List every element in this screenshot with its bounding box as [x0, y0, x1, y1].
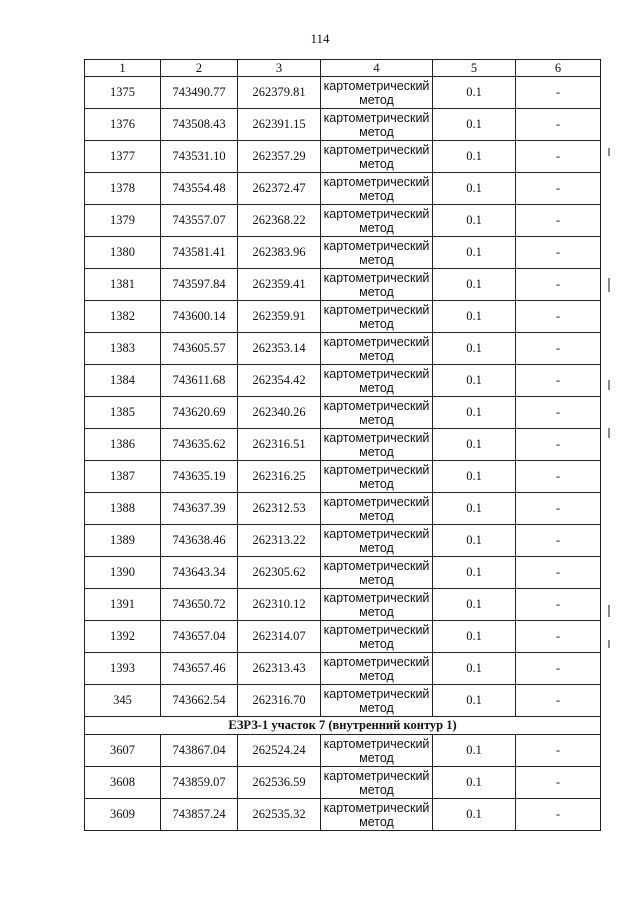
x-coordinate-cell: 743554.48 [161, 173, 238, 205]
y-coordinate-cell: 262368.22 [238, 205, 321, 237]
point-number-cell: 1380 [85, 237, 161, 269]
table-row [85, 269, 601, 301]
y-coordinate-cell: 262313.22 [238, 525, 321, 557]
accuracy-cell: 0.1 [433, 685, 516, 717]
y-coordinate-cell: 262316.25 [238, 461, 321, 493]
scan-artifact [608, 640, 610, 648]
y-coordinate-cell: 262316.70 [238, 685, 321, 717]
point-number-cell: 1376 [85, 109, 161, 141]
method-cell: картометрический метод [321, 525, 433, 557]
note-cell: - [516, 557, 601, 589]
accuracy-cell: 0.1 [433, 557, 516, 589]
table-row [85, 799, 601, 831]
accuracy-cell: 0.1 [433, 301, 516, 333]
scan-artifact [608, 428, 610, 438]
table-row [85, 653, 601, 685]
point-number-cell: 1382 [85, 301, 161, 333]
x-coordinate-cell: 743605.57 [161, 333, 238, 365]
accuracy-cell: 0.1 [433, 525, 516, 557]
x-coordinate-cell: 743867.04 [161, 735, 238, 767]
x-coordinate-cell: 743657.46 [161, 653, 238, 685]
table-row [85, 525, 601, 557]
point-number-cell: 1392 [85, 621, 161, 653]
section-row [85, 717, 601, 735]
x-coordinate-cell: 743650.72 [161, 589, 238, 621]
scan-artifact [608, 380, 610, 390]
point-number-cell: 1377 [85, 141, 161, 173]
table-row [85, 205, 601, 237]
point-number-cell: 1381 [85, 269, 161, 301]
scan-artifact [608, 148, 610, 156]
note-cell: - [516, 429, 601, 461]
method-cell: картометрический метод [321, 799, 433, 831]
note-cell: - [516, 205, 601, 237]
point-number-cell: 1379 [85, 205, 161, 237]
header-cell: 6 [516, 60, 601, 77]
y-coordinate-cell: 262340.26 [238, 397, 321, 429]
table-row [85, 173, 601, 205]
point-number-cell: 1391 [85, 589, 161, 621]
accuracy-cell: 0.1 [433, 767, 516, 799]
method-cell: картометрический метод [321, 109, 433, 141]
note-cell: - [516, 525, 601, 557]
method-cell: картометрический метод [321, 685, 433, 717]
table-row [85, 109, 601, 141]
x-coordinate-cell: 743597.84 [161, 269, 238, 301]
accuracy-cell: 0.1 [433, 205, 516, 237]
method-cell: картометрический метод [321, 77, 433, 109]
section-title: ЕЗРЗ-1 участок 7 (внутренний контур 1) [85, 717, 601, 735]
method-cell: картометрический метод [321, 735, 433, 767]
y-coordinate-cell: 262357.29 [238, 141, 321, 173]
x-coordinate-cell: 743508.43 [161, 109, 238, 141]
x-coordinate-cell: 743657.04 [161, 621, 238, 653]
method-cell: картометрический метод [321, 365, 433, 397]
y-coordinate-cell: 262310.12 [238, 589, 321, 621]
y-coordinate-cell: 262524.24 [238, 735, 321, 767]
table-row [85, 77, 601, 109]
method-cell: картометрический метод [321, 397, 433, 429]
table-row [85, 557, 601, 589]
page-number: 114 [310, 31, 330, 46]
note-cell: - [516, 461, 601, 493]
x-coordinate-cell: 743620.69 [161, 397, 238, 429]
header-cell: 2 [161, 60, 238, 77]
table-row [85, 429, 601, 461]
note-cell: - [516, 735, 601, 767]
y-coordinate-cell: 262536.59 [238, 767, 321, 799]
table-row [85, 141, 601, 173]
header-cell: 3 [238, 60, 321, 77]
note-cell: - [516, 109, 601, 141]
scan-artifact [608, 278, 610, 292]
note-cell: - [516, 141, 601, 173]
accuracy-cell: 0.1 [433, 237, 516, 269]
table-row [85, 735, 601, 767]
x-coordinate-cell: 743643.34 [161, 557, 238, 589]
header-cell: 5 [433, 60, 516, 77]
accuracy-cell: 0.1 [433, 141, 516, 173]
x-coordinate-cell: 743600.14 [161, 301, 238, 333]
y-coordinate-cell: 262372.47 [238, 173, 321, 205]
y-coordinate-cell: 262313.43 [238, 653, 321, 685]
note-cell: - [516, 589, 601, 621]
accuracy-cell: 0.1 [433, 269, 516, 301]
y-coordinate-cell: 262312.53 [238, 493, 321, 525]
table-row [85, 589, 601, 621]
x-coordinate-cell: 743611.68 [161, 365, 238, 397]
y-coordinate-cell: 262359.91 [238, 301, 321, 333]
accuracy-cell: 0.1 [433, 461, 516, 493]
y-coordinate-cell: 262353.14 [238, 333, 321, 365]
accuracy-cell: 0.1 [433, 621, 516, 653]
x-coordinate-cell: 743859.07 [161, 767, 238, 799]
y-coordinate-cell: 262354.42 [238, 365, 321, 397]
point-number-cell: 1385 [85, 397, 161, 429]
table-row [85, 237, 601, 269]
note-cell: - [516, 653, 601, 685]
accuracy-cell: 0.1 [433, 333, 516, 365]
coordinates-table-body [85, 60, 601, 831]
table-row [85, 493, 601, 525]
method-cell: картометрический метод [321, 205, 433, 237]
accuracy-cell: 0.1 [433, 109, 516, 141]
note-cell: - [516, 269, 601, 301]
point-number-cell: 1378 [85, 173, 161, 205]
x-coordinate-cell: 743638.46 [161, 525, 238, 557]
y-coordinate-cell: 262316.51 [238, 429, 321, 461]
x-coordinate-cell: 743557.07 [161, 205, 238, 237]
header-cell: 4 [321, 60, 433, 77]
y-coordinate-cell: 262535.32 [238, 799, 321, 831]
x-coordinate-cell: 743637.39 [161, 493, 238, 525]
note-cell: - [516, 173, 601, 205]
accuracy-cell: 0.1 [433, 77, 516, 109]
accuracy-cell: 0.1 [433, 397, 516, 429]
table-row [85, 333, 601, 365]
method-cell: картометрический метод [321, 767, 433, 799]
y-coordinate-cell: 262305.62 [238, 557, 321, 589]
point-number-cell: 1390 [85, 557, 161, 589]
note-cell: - [516, 767, 601, 799]
point-number-cell: 3608 [85, 767, 161, 799]
note-cell: - [516, 397, 601, 429]
y-coordinate-cell: 262383.96 [238, 237, 321, 269]
x-coordinate-cell: 743635.19 [161, 461, 238, 493]
y-coordinate-cell: 262359.41 [238, 269, 321, 301]
table-row [85, 301, 601, 333]
y-coordinate-cell: 262314.07 [238, 621, 321, 653]
point-number-cell: 1389 [85, 525, 161, 557]
method-cell: картометрический метод [321, 269, 433, 301]
note-cell: - [516, 77, 601, 109]
method-cell: картометрический метод [321, 333, 433, 365]
method-cell: картометрический метод [321, 493, 433, 525]
accuracy-cell: 0.1 [433, 173, 516, 205]
method-cell: картометрический метод [321, 429, 433, 461]
table-row [85, 767, 601, 799]
note-cell: - [516, 333, 601, 365]
accuracy-cell: 0.1 [433, 493, 516, 525]
table-row [85, 397, 601, 429]
header-cell: 1 [85, 60, 161, 77]
method-cell: картометрический метод [321, 557, 433, 589]
method-cell: картометрический метод [321, 589, 433, 621]
method-cell: картометрический метод [321, 461, 433, 493]
table-row [85, 365, 601, 397]
point-number-cell: 1384 [85, 365, 161, 397]
point-number-cell: 1383 [85, 333, 161, 365]
accuracy-cell: 0.1 [433, 589, 516, 621]
point-number-cell: 1386 [85, 429, 161, 461]
x-coordinate-cell: 743857.24 [161, 799, 238, 831]
table-row [85, 461, 601, 493]
accuracy-cell: 0.1 [433, 735, 516, 767]
coordinates-table [84, 59, 601, 831]
accuracy-cell: 0.1 [433, 653, 516, 685]
method-cell: картометрический метод [321, 141, 433, 173]
point-number-cell: 1393 [85, 653, 161, 685]
point-number-cell: 1388 [85, 493, 161, 525]
method-cell: картометрический метод [321, 237, 433, 269]
point-number-cell: 3607 [85, 735, 161, 767]
point-number-cell: 345 [85, 685, 161, 717]
note-cell: - [516, 237, 601, 269]
x-coordinate-cell: 743531.10 [161, 141, 238, 173]
method-cell: картометрический метод [321, 621, 433, 653]
point-number-cell: 1375 [85, 77, 161, 109]
note-cell: - [516, 621, 601, 653]
method-cell: картометрический метод [321, 173, 433, 205]
note-cell: - [516, 493, 601, 525]
note-cell: - [516, 365, 601, 397]
note-cell: - [516, 685, 601, 717]
accuracy-cell: 0.1 [433, 799, 516, 831]
y-coordinate-cell: 262379.81 [238, 77, 321, 109]
point-number-cell: 3609 [85, 799, 161, 831]
y-coordinate-cell: 262391.15 [238, 109, 321, 141]
method-cell: картометрический метод [321, 301, 433, 333]
x-coordinate-cell: 743490.77 [161, 77, 238, 109]
table-row [85, 621, 601, 653]
x-coordinate-cell: 743662.54 [161, 685, 238, 717]
accuracy-cell: 0.1 [433, 429, 516, 461]
point-number-cell: 1387 [85, 461, 161, 493]
accuracy-cell: 0.1 [433, 365, 516, 397]
x-coordinate-cell: 743581.41 [161, 237, 238, 269]
note-cell: - [516, 301, 601, 333]
scan-artifact [608, 605, 610, 617]
x-coordinate-cell: 743635.62 [161, 429, 238, 461]
table-row [85, 685, 601, 717]
header-row [85, 60, 601, 77]
method-cell: картометрический метод [321, 653, 433, 685]
note-cell: - [516, 799, 601, 831]
